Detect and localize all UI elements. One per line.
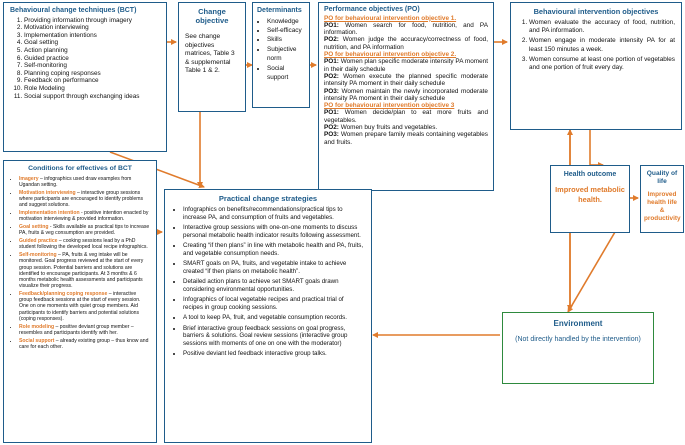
condition-key: Feedback/planning coping response	[19, 291, 108, 298]
strategy-item: • Infographics of local vegetable recipes and practical trial of recipes in group cooking sessions.	[183, 296, 365, 311]
change-objective-body: See change objectives matrices, Table 3 & supplemental Table 1 & 2.	[185, 33, 235, 75]
condition-text: – cooking sessions lead by a PhD student following the developed local recipe infographics.	[19, 238, 148, 251]
bio-list	[517, 19, 675, 72]
environment-body: (Not directly handled by the intervention)	[515, 336, 641, 343]
bio-item: 2. Women engage in moderate intensity PA for at least 150 minutes a week.	[529, 37, 675, 53]
change-objective-box	[178, 2, 246, 112]
conditions-list	[10, 176, 150, 350]
condition-key: Imagery	[19, 176, 39, 182]
qol-body: Improved health life & productivity	[644, 191, 681, 222]
po-line	[324, 58, 488, 73]
po-text: Women execute the planned specific moderate intensity PA moment in their daily schedule	[324, 72, 488, 88]
condition-text: - Skills available as practical tips to increase PA, fruits & veg consumption are provided.	[19, 224, 150, 237]
po-line	[324, 124, 488, 131]
determinant-item: • Self-efficacy	[267, 26, 305, 35]
po-key: PO1:	[324, 58, 339, 66]
bio-box	[510, 2, 682, 130]
condition-key: Role modeling	[19, 323, 55, 330]
condition-item	[19, 176, 150, 188]
bct-title: Behavioural change techniques (BCT)	[10, 7, 137, 14]
condition-text: – already existing group – thus know and care for each other.	[19, 337, 149, 350]
determinants-list	[257, 17, 305, 83]
condition-item	[19, 238, 150, 250]
health-body: Improved metabolic health.	[555, 185, 625, 204]
determinant-item: • Knowledge	[267, 17, 305, 26]
strategies-title: Practical change strategies	[218, 194, 318, 203]
strategy-item: • A tool to keep PA, fruit, and vegetable consumption records.	[183, 314, 365, 322]
bct-item: 3. Implementation intentions	[24, 32, 160, 40]
po-text: Women prepare family meals containing vegetables and fruits.	[324, 131, 488, 146]
po-key: PO2:	[324, 124, 339, 132]
bct-item: 2. Motivation interviewing	[24, 24, 160, 32]
determinant-item: • Social support	[267, 64, 305, 83]
change-objective-title: Change objective	[195, 7, 229, 25]
strategy-item: • SMART goals on PA, fruits, and vegetable intake to achieve created “if then plans on metabolic health”.	[183, 260, 365, 275]
strategies-list	[171, 206, 365, 358]
po-group-heading: PO for behavioural intervention objective 1.	[324, 14, 457, 22]
bio-item: 1. Women evaluate the accuracy of food, nutrition, and PA information.	[529, 19, 675, 35]
condition-item	[19, 190, 150, 209]
po-text: Women plan specific moderate intensity PA moment in their daily schedule	[324, 58, 488, 73]
condition-key: Implementation intention	[19, 210, 80, 217]
condition-key: Social support	[19, 337, 55, 344]
bct-list	[10, 17, 160, 101]
po-text: Women maintain the newly incorporated moderate intensity PA moment in their daily schedule	[324, 87, 488, 102]
condition-key: Motivation interviewing	[19, 190, 76, 196]
po-key: PO1:	[324, 109, 339, 117]
environment-box	[502, 312, 654, 384]
determinants-title: Determinants	[257, 7, 302, 14]
po-line	[324, 22, 488, 37]
environment-title: Environment	[553, 319, 603, 328]
strategy-item: • Creating “if then plans” in line with metabolic health and PA, fruits, and vegetable consumption needs.	[183, 242, 365, 257]
po-key: PO1:	[324, 21, 339, 29]
condition-item	[19, 291, 150, 322]
bct-item: 9. Feedback on performance	[24, 77, 160, 85]
quality-of-life-box	[640, 165, 684, 233]
condition-text: – interactive group feedback sessions at the start of every session. One on one moments with quiet group members. Aid participants to identify barriers and potential solutions (coping responses).	[19, 291, 141, 322]
bct-item: 6. Guided practice	[24, 55, 160, 63]
determinant-item: • Subjective norm	[267, 45, 305, 64]
po-line	[324, 109, 488, 124]
condition-text: - positive intention enacted by motivation interviewing & provided information.	[19, 210, 149, 223]
qol-title: Quality of life	[646, 170, 678, 185]
po-line	[324, 88, 488, 103]
po-line	[324, 73, 488, 88]
bct-item: 11. Social support through exchanging ideas	[24, 93, 160, 101]
po-text: Women decide/plan to eat more fruits and vegetables.	[324, 109, 488, 124]
po-text: Women judge the accuracy/correctness of food, nutrition, and PA information	[324, 36, 488, 51]
po-key: PO3:	[324, 87, 339, 95]
performance-groups	[324, 15, 488, 146]
condition-item	[19, 252, 150, 289]
condition-text: – positive deviant group member – resembles and participants identify with her.	[19, 323, 134, 336]
arrow-environment-health	[568, 232, 615, 312]
bct-item: 4. Goal setting	[24, 39, 160, 47]
po-key: PO2:	[324, 36, 339, 44]
po-key: PO2:	[324, 72, 339, 80]
condition-key: Goal setting	[19, 224, 49, 231]
po-text: Women search for food, nutrition, and PA information.	[324, 21, 488, 37]
conditions-title: Conditions for effectives of BCT	[28, 165, 132, 172]
condition-item	[19, 338, 150, 350]
bio-title: Behavioural intervention objectives	[533, 7, 659, 16]
condition-item	[19, 210, 150, 222]
conditions-box	[3, 160, 157, 443]
condition-key: Self-monitoring	[19, 252, 57, 259]
bct-item: 5. Action planning	[24, 47, 160, 55]
strategy-item: • Detailed action plans to achieve set SMART goals drawn considering environmental opportunities.	[183, 278, 365, 293]
po-text: Women buy fruits and vegetables.	[338, 124, 438, 132]
strategy-item: • Interactive group sessions with one-on-one moments to discuss personal metabolic health indicator results following assessment.	[183, 224, 365, 239]
condition-item	[19, 224, 150, 236]
strategy-item: • Brief interactive group feedback sessions on goal progress, barriers & solutions. Goal review sessions (interactive group sessions with moments of one on one with the moderator)	[183, 325, 365, 348]
po-line	[324, 36, 488, 51]
performance-title: Performance objectives (PO)	[324, 6, 420, 13]
strategy-item: • Positive deviant led feedback interactive group talks.	[183, 350, 365, 358]
po-group-heading: PO for behavioural intervention objective 3	[324, 102, 455, 110]
condition-text: – infographics used draw examples from Ugandan setting.	[19, 176, 132, 189]
bct-item: 7. Self-monitoring	[24, 62, 160, 70]
condition-key: Guided practice	[19, 238, 58, 245]
po-key: PO3:	[324, 131, 339, 139]
po-group-heading: PO for behavioural intervention objective 2.	[324, 51, 457, 59]
bct-item: 1. Providing information through imagery	[24, 17, 160, 25]
bct-item: 10. Role Modeling	[24, 85, 160, 93]
po-line	[324, 131, 488, 146]
health-title: Health outcome	[563, 171, 617, 178]
determinants-box	[252, 2, 310, 108]
condition-item	[19, 324, 150, 336]
bio-item: 3. Women consume at least one portion of vegetables and one portion of fruit every day.	[529, 56, 675, 72]
bct-box	[3, 2, 167, 152]
strategies-box	[164, 189, 372, 443]
condition-text: – interactive group sessions where participants are encouraged to identify problems and suggest solutions.	[19, 190, 144, 209]
condition-text: – PA, fruits & veg intake will be monitored. Goal progress reviewed at the start of every group session. Potential barriers and solutions are identified to encourage participants. At 3 months & 6 months metabolic health assessments and participants visualize their progress.	[19, 252, 144, 290]
determinant-item: • Skills	[267, 35, 305, 44]
health-outcome-box	[550, 165, 630, 233]
strategy-item: • Infographics on benefits/recommendations/practical tips to increase PA, and consumption of fruits and vegetables.	[183, 206, 365, 221]
bct-item: 8. Planning coping responses	[24, 70, 160, 78]
performance-box	[318, 2, 494, 191]
